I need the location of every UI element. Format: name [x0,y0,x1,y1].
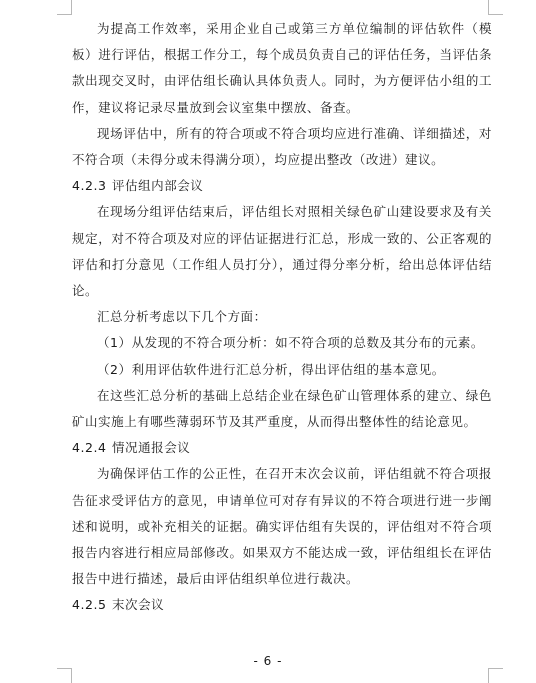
document-body [72,16,492,619]
section-heading-4-2-5 [72,592,492,618]
paragraph-aspects-intro: 汇总分析考虑以下几个方面： [97,309,267,325]
paragraph-onsite-evaluation: 现场评估中，所有的符合项或不符合项均应进行准确、详细描述，对不符合项（未得分或未得满分项），均应提出整改（改进）建议。 [72,125,492,168]
crop-mark-top-left [57,0,72,15]
section-title: 评估组内部会议 [112,178,204,194]
section-number: 4.2.4 [72,440,107,456]
paragraph-weaknesses: 在这些汇总分析的基础上总结企业在绿色矿山管理体系的建立、绿色矿山实施上有哪些薄弱环节及其严重度，从而得出整体性的结论意见。 [72,387,492,430]
section-heading-4-2-4 [72,435,492,461]
crop-mark-bottom-right [488,668,503,683]
paragraph-fairness: 为确保评估工作的公正性，在召开末次会议前，评估组就不符合项报告征求受评估方的意见，申请单位可对存有异议的不符合项进行进一步阐述和说明，或补充相关的证据。确实评估组有失误的，评估组对不符合项报告内容进行相应局部修改。如果双方不能达成一致，评估组组长在评估报告中进行描述，最后由评估组织单位进行裁决。 [72,466,492,587]
page-number: - 6 - [253,654,283,668]
section-title: 末次会议 [112,597,165,613]
crop-mark-top-right [488,0,503,15]
section-heading-4-2-3 [72,173,492,199]
section-number: 4.2.3 [72,178,107,194]
section-number: 4.2.5 [72,597,107,613]
paragraph-summary-meeting: 在现场分组评估结束后，评估组长对照相关绿色矿山建设要求及有关规定，对不符合项及对应的评估证据进行汇总，形成一致的、公正客观的评估和打分意见（工作组人员打分），通过得分率分析，给出总体评估结论。 [72,204,492,299]
section-title: 情况通报会议 [112,440,191,456]
list-item-2: （2）利用评估软件进行汇总分析，得出评估组的基本意见。 [97,361,445,377]
list-item-1: （1）从发现的不符合项分析：如不符合项的总数及其分布的元素。 [97,335,484,351]
paragraph-evaluation-software: 为提高工作效率，采用企业自己或第三方单位编制的评估软件（模板）进行评估，根据工作分工，每个成员负责自己的评估任务，当评估条款出现交叉时，由评估组长确认具体负责人。同时，为方便评估小组的工作，建议将记录尽量放到会议室集中摆放、备查。 [72,21,492,115]
crop-mark-bottom-left [57,668,72,683]
